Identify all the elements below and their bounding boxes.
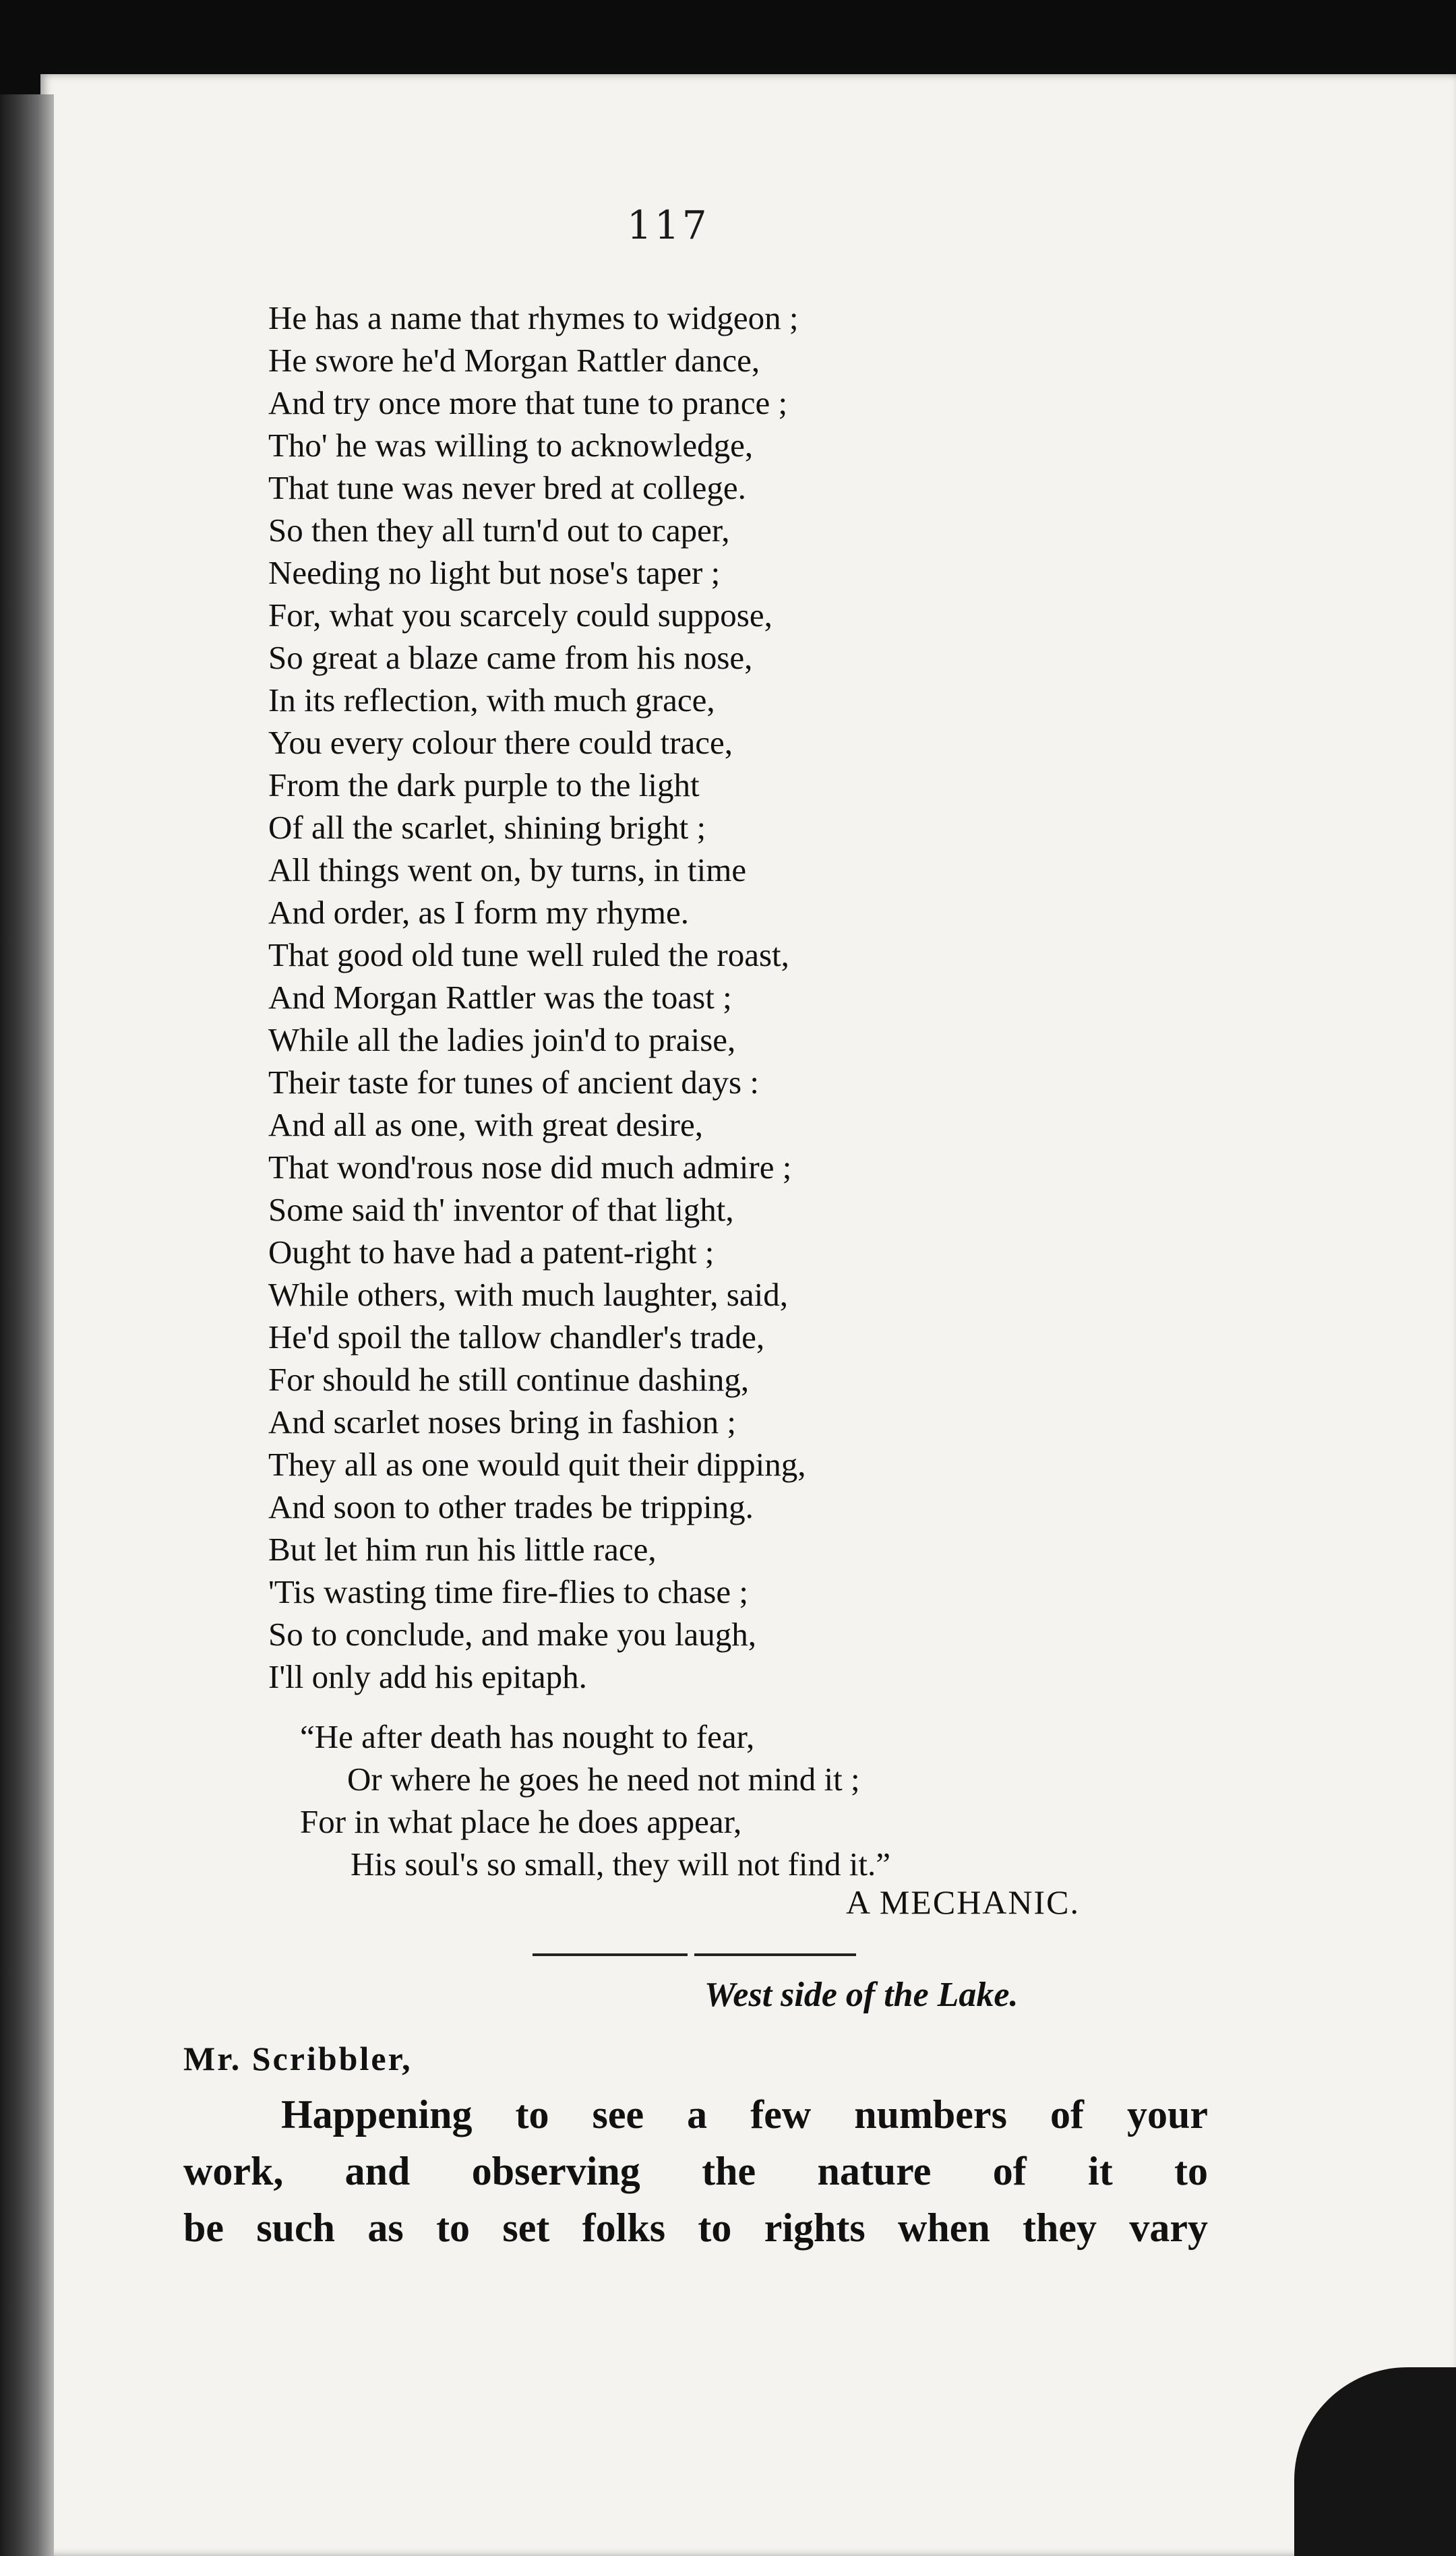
poem-line: He has a name that rhymes to widgeon ; — [268, 299, 799, 336]
epitaph-line: His soul's so small, they will not find it.” — [351, 1846, 890, 1883]
poem-line: For, what you scarcely could suppose, — [268, 597, 772, 634]
epitaph — [300, 1715, 1176, 1885]
poem-line: From the dark purple to the light — [268, 766, 700, 803]
poem-line: That wond'rous nose did much admire ; — [268, 1149, 792, 1186]
poem-line: They all as one would quit their dipping, — [268, 1446, 806, 1483]
poem-line: And soon to other trades be tripping. — [268, 1488, 754, 1525]
epitaph-line: “He after death has nought to fear, — [300, 1718, 755, 1755]
poem-line: Of all the scarlet, shining bright ; — [268, 809, 706, 846]
poem-line: Tho' he was willing to acknowledge, — [268, 427, 754, 464]
poem-line: I'll only add his epitaph. — [268, 1658, 587, 1695]
poem-line: For should he still continue dashing, — [268, 1361, 750, 1398]
salutation: Mr. Scribbler, — [183, 2040, 413, 2077]
poem-line: He swore he'd Morgan Rattler dance, — [268, 342, 760, 379]
poem-line: And try once more that tune to prance ; — [268, 384, 788, 421]
poem-line: And Morgan Rattler was the toast ; — [268, 979, 732, 1016]
body-line: Happening to see a few numbers of your — [281, 2092, 1208, 2137]
body-line: be such as to set folks to rights when they vary — [183, 2205, 1208, 2250]
body-line: work, and observing the nature of it to — [183, 2149, 1208, 2193]
epitaph-line: For in what place he does appear, — [300, 1803, 742, 1840]
poem-line: He'd spoil the tallow chandler's trade, — [268, 1318, 765, 1356]
poem-line: Their taste for tunes of ancient days : — [268, 1064, 759, 1101]
poem-line: And order, as I form my rhyme. — [268, 894, 689, 931]
poem-line: 'Tis wasting time fire-flies to chase ; — [268, 1573, 748, 1610]
poem-line: So then they all turn'd out to caper, — [268, 512, 730, 549]
poem-line: Ought to have had a patent-right ; — [268, 1234, 715, 1271]
epitaph-line: Or where he goes he need not mind it ; — [347, 1761, 860, 1798]
poem-line: You every colour there could trace, — [268, 724, 733, 761]
poem-line: And all as one, with great desire, — [268, 1106, 703, 1143]
page-number: 117 — [627, 202, 710, 248]
poem-line: So to conclude, and make you laugh, — [268, 1616, 756, 1653]
poem-line: And scarlet noses bring in fashion ; — [268, 1403, 737, 1440]
separator-rule — [533, 1953, 688, 1956]
binding-gutter — [0, 94, 54, 2556]
poem-line: That tune was never bred at college. — [268, 469, 746, 506]
separator-rule — [694, 1953, 856, 1956]
poem-line: While all the ladies join'd to praise, — [268, 1021, 736, 1058]
poem-line: All things went on, by turns, in time — [268, 851, 747, 888]
poem-line: That good old tune well ruled the roast, — [268, 936, 789, 973]
poem-line: In its reflection, with much grace, — [268, 681, 715, 719]
poem-line: Some said th' inventor of that light, — [268, 1191, 734, 1228]
signature: A MECHANIC. — [846, 1883, 1081, 1921]
poem-line: Needing no light but nose's taper ; — [268, 554, 721, 591]
poem-body — [268, 297, 1077, 1698]
poem-line: While others, with much laughter, said, — [268, 1276, 788, 1313]
letter-body — [183, 2086, 1208, 2256]
dateline: West side of the Lake. — [704, 1976, 1019, 2014]
poem-line: But let him run his little race, — [268, 1531, 657, 1568]
poem-line: So great a blaze came from his nose, — [268, 639, 753, 676]
